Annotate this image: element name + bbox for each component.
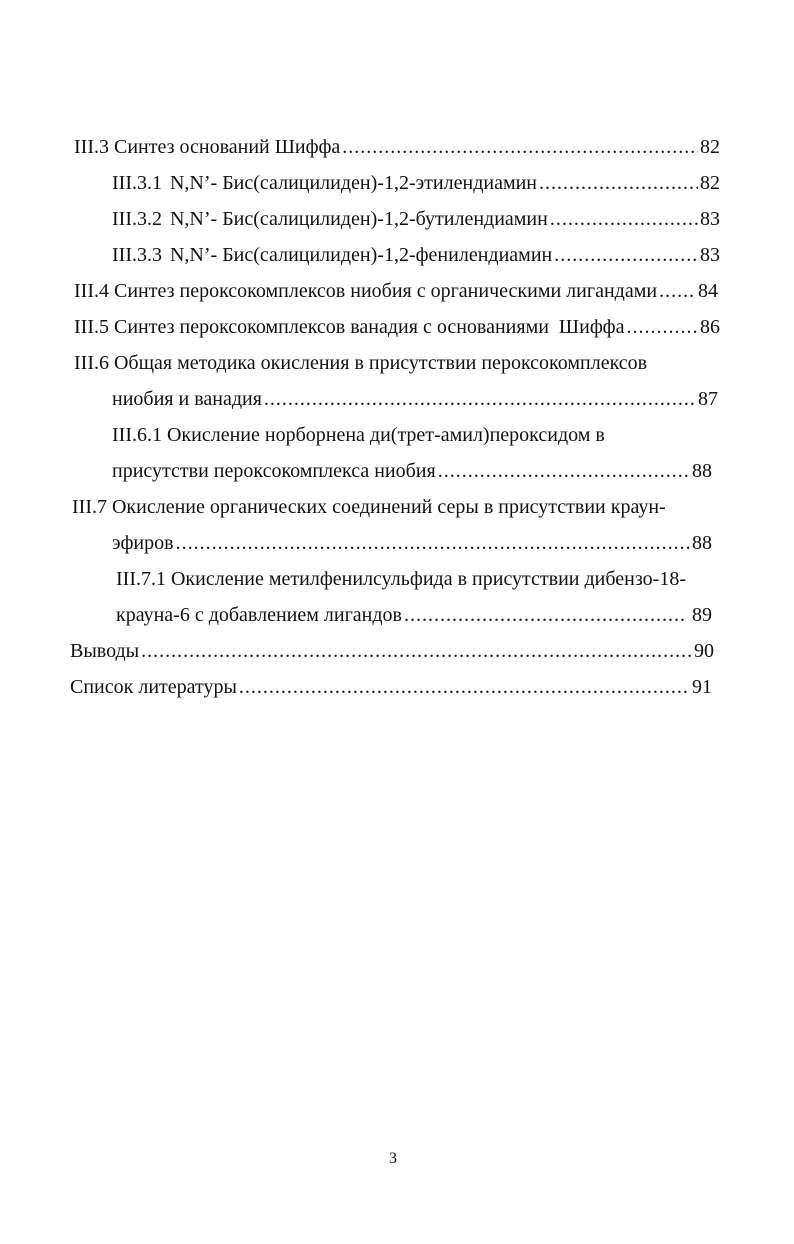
dot-leader xyxy=(239,672,690,702)
toc-entry-label: Синтез пероксокомплексов ниобия с органическими лигандами xyxy=(113,280,658,302)
toc-page-number: 88 xyxy=(692,532,712,554)
toc-line xyxy=(74,132,720,162)
toc-line xyxy=(116,564,716,594)
toc-line xyxy=(112,240,720,270)
toc-page-number: 91 xyxy=(692,676,712,698)
dot-leader xyxy=(539,168,698,198)
dot-leader xyxy=(176,528,690,558)
toc-entry-III-7-1 xyxy=(0,560,794,596)
toc-entry-label-cont: эфиров xyxy=(112,532,174,554)
toc-entry-title xyxy=(112,168,537,198)
toc-entry-number: III.3.2 xyxy=(112,208,162,230)
toc-line xyxy=(112,420,718,450)
toc-entry-label: Синтез пероксокомплексов ванадия с основаниями Шиффа xyxy=(113,316,625,338)
toc-entry-III-5 xyxy=(0,308,794,344)
toc-entry-number: III.3.1 xyxy=(112,172,162,194)
dot-leader xyxy=(659,276,696,306)
dot-leader xyxy=(404,600,685,630)
toc-entry-title xyxy=(74,312,625,342)
toc-line xyxy=(112,384,718,414)
toc-entry-III-3-3 xyxy=(0,236,794,272)
dot-leader xyxy=(438,456,690,486)
toc-line xyxy=(112,456,712,486)
toc-entry-label: Окисление метилфенилсульфида в присутствии дибензо-18- xyxy=(170,568,686,590)
toc-entry-title xyxy=(74,276,657,306)
dot-leader xyxy=(627,312,699,342)
toc-page-number: 89 xyxy=(687,604,712,626)
toc-entry-title xyxy=(72,492,666,522)
toc-entry-number: III.7 xyxy=(72,496,107,518)
toc-entry-III-7 xyxy=(0,488,794,524)
toc-entry-III-6-1-cont xyxy=(0,452,794,488)
dot-leader xyxy=(342,132,698,162)
toc-line xyxy=(74,348,720,378)
toc-entry-label: N,N’- Бис(салицилиден)-1,2-фенилендиамин xyxy=(169,244,553,266)
toc-entry-label: Выводы xyxy=(70,640,140,662)
toc-entry-label: Окисление органических соединений серы в присутствии краун- xyxy=(111,496,666,518)
toc-entry-III-3 xyxy=(0,128,794,164)
toc-entry-label: Синтез оснований Шиффа xyxy=(113,136,341,158)
toc-entry-III-7-1-cont xyxy=(0,596,794,632)
toc-entry-III-3-2 xyxy=(0,200,794,236)
toc-entry-title xyxy=(112,204,548,234)
toc-entry-number: III.7.1 xyxy=(116,568,166,590)
toc-entry-III-7-cont xyxy=(0,524,794,560)
toc-entry-label-cont: крауна-6 с добавлением лигандов xyxy=(116,604,402,626)
toc-entry-references xyxy=(0,668,794,704)
toc-entry-number: III.5 xyxy=(74,316,109,338)
toc-line xyxy=(70,672,712,702)
toc-page-number: 90 xyxy=(694,640,714,662)
table-of-contents xyxy=(0,128,794,704)
toc-line xyxy=(112,168,720,198)
toc-entry-III-6-1 xyxy=(0,416,794,452)
toc-entry-title xyxy=(74,348,647,378)
toc-page-number: 83 xyxy=(700,244,720,266)
toc-entry-conclusions xyxy=(0,632,794,668)
toc-page-number: 83 xyxy=(700,208,720,230)
toc-entry-number: III.3.3 xyxy=(112,244,162,266)
toc-entry-title xyxy=(112,240,552,270)
toc-entry-title xyxy=(74,132,340,162)
toc-entry-label-cont: присутстви пероксокомплекса ниобия xyxy=(112,460,436,482)
toc-entry-number: III.6 xyxy=(74,352,109,374)
toc-entry-label: Список литературы xyxy=(70,676,237,698)
toc-entry-III-4 xyxy=(0,272,794,308)
toc-line xyxy=(72,492,718,522)
toc-page-number: 87 xyxy=(698,388,718,410)
toc-entry-label-cont: ниобия и ванадия xyxy=(112,388,262,410)
toc-line xyxy=(112,204,720,234)
toc-line xyxy=(74,276,718,306)
toc-entry-number: III.3 xyxy=(74,136,109,158)
toc-entry-label: N,N’- Бис(салицилиден)-1,2-бутилендиамин xyxy=(169,208,548,230)
toc-entry-label: N,N’- Бис(салицилиден)-1,2-этилендиамин xyxy=(169,172,538,194)
toc-entry-title xyxy=(112,420,605,450)
toc-entry-label: Общая методика окисления в присутствии пероксокомплексов xyxy=(113,352,648,374)
toc-page-number: 82 xyxy=(700,136,720,158)
toc-line xyxy=(74,312,720,342)
dot-leader xyxy=(550,204,698,234)
toc-entry-III-6-cont xyxy=(0,380,794,416)
toc-entry-III-6 xyxy=(0,344,794,380)
toc-line xyxy=(116,600,712,630)
toc-line xyxy=(70,636,714,666)
page-number: 3 xyxy=(389,1150,397,1167)
toc-page-number: 88 xyxy=(692,460,712,482)
dot-leader xyxy=(554,240,698,270)
toc-page-number: 82 xyxy=(700,172,720,194)
toc-entry-III-3-1 xyxy=(0,164,794,200)
toc-entry-number: III.4 xyxy=(74,280,109,302)
toc-page-number: 84 xyxy=(698,280,718,302)
toc-page-number: 86 xyxy=(700,316,720,338)
dot-leader xyxy=(141,636,692,666)
toc-entry-number: III.6.1 xyxy=(112,424,162,446)
dot-leader xyxy=(264,384,696,414)
toc-entry-title xyxy=(116,564,686,594)
toc-line xyxy=(112,528,712,558)
toc-entry-label: Окисление норборнена ди(трет-амил)пероксидом в xyxy=(166,424,605,446)
